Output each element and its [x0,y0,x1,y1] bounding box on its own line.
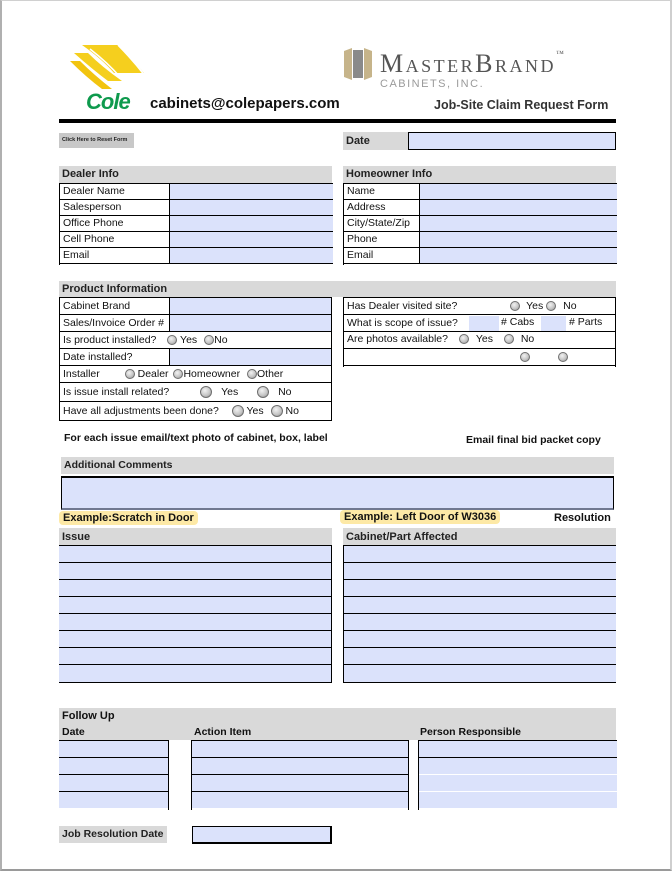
issue-input-4[interactable] [59,596,331,613]
dealer-row-cell-phone: Cell Phone [60,231,333,247]
date-installed-input[interactable] [169,349,331,365]
homeowner-row-address: Address [344,199,617,215]
install-related-no-radio[interactable] [257,386,269,398]
dealer-visited-row: Has Dealer visited site? Yes No [344,297,615,314]
follow-up-date-list [59,740,169,810]
homeowner-info-table [343,183,616,265]
issue-input-6[interactable] [59,630,331,647]
example-issue-highlight: Example:Scratch in Door [59,511,198,525]
contact-email[interactable]: cabinets@colepapers.com [150,95,340,112]
dealer-row-email: Email [60,247,333,264]
cell-phone-input[interactable] [169,232,333,247]
follow-up-action-3[interactable] [192,774,408,791]
follow-up-header: Follow Up Date Action Item Person Responsible [59,708,616,740]
issue-input-3[interactable] [59,579,331,596]
issue-input-5[interactable] [59,613,331,630]
issue-column-header: Issue [59,528,332,545]
job-resolution-date-label: Job Resolution Date [59,826,167,843]
dealer-info-header: Dealer Info [59,166,332,183]
part-input-4[interactable] [344,596,616,613]
part-input-3[interactable] [344,579,616,596]
city-state-zip-input[interactable] [419,216,617,231]
job-resolution-date-input[interactable] [192,826,332,844]
cole-wordmark: Cole [86,89,130,114]
follow-up-action-list [191,740,409,810]
install-related-yes-radio[interactable] [200,386,212,398]
adjustments-yes-radio[interactable] [232,405,244,417]
part-list [343,545,616,683]
issue-input-2[interactable] [59,562,331,579]
homeowner-info-header: Homeowner Info [343,166,616,183]
follow-up-person-list [418,740,616,810]
follow-up-action-2[interactable] [192,757,408,774]
installer-homeowner-radio[interactable] [173,369,183,379]
product-installed-row: Is product installed? Yes No [60,331,331,348]
extra-radio-2[interactable] [558,352,568,362]
installed-yes-radio[interactable] [167,335,177,345]
photos-no-radio[interactable] [504,334,514,344]
follow-up-action-1[interactable] [192,740,408,757]
part-input-5[interactable] [344,613,616,630]
follow-up-date-3[interactable] [59,774,168,791]
additional-comments-input[interactable] [61,476,614,510]
cole-logo [68,43,150,115]
issue-input-1[interactable] [59,545,331,562]
homeowner-row-name: Name [344,183,617,199]
extra-radio-1[interactable] [520,352,530,362]
homeowner-email-input[interactable] [419,248,617,263]
follow-up-person-4[interactable] [419,791,617,808]
adjustments-row: Have all adjustments been done? Yes No [60,401,331,421]
part-input-8[interactable] [344,664,616,683]
office-phone-input[interactable] [169,216,333,231]
installer-dealer-radio[interactable] [125,369,135,379]
date-installed-row: Date installed? [60,348,331,365]
product-info-header: Product Information [59,281,616,297]
dealer-row-salesperson: Salesperson [60,199,333,215]
installed-no-radio[interactable] [204,335,214,345]
adjustments-no-radio[interactable] [271,405,283,417]
example-part-highlight: Example: Left Door of W3036 [340,510,500,524]
follow-up-date-2[interactable] [59,757,168,774]
issue-input-7[interactable] [59,647,331,664]
form-title: Job-Site Claim Request Form [434,98,609,112]
cabs-count-input[interactable] [469,316,499,331]
dealer-name-input[interactable] [169,184,333,199]
installer-row: Installer Dealer Homeowner Other [60,365,331,382]
product-info-right-table [343,297,616,367]
dealer-row-name: Dealer Name [60,183,333,199]
follow-up-person-2[interactable] [419,757,617,774]
homeowner-phone-input[interactable] [419,232,617,247]
follow-up-action-4[interactable] [192,791,408,808]
homeowner-row-email: Email [344,247,617,264]
dealer-visited-yes-radio[interactable] [510,301,520,311]
extra-radio-row [344,348,615,366]
date-input[interactable] [408,132,616,150]
order-number-input[interactable] [169,315,331,331]
dealer-row-office-phone: Office Phone [60,215,333,231]
dealer-info-table [59,183,332,265]
photo-note: For each issue email/text photo of cabinet, box, label [64,432,328,444]
homeowner-name-input[interactable] [419,184,617,199]
follow-up-person-1[interactable] [419,740,617,757]
homeowner-row-phone: Phone [344,231,617,247]
reset-form-button[interactable]: Click Here to Reset Form [59,133,134,148]
part-input-7[interactable] [344,647,616,664]
photos-row: Are photos available? Yes No [344,331,615,348]
bid-packet-note: Email final bid packet copy [466,434,601,446]
installer-other-radio[interactable] [247,369,257,379]
homeowner-row-city: City/State/Zip [344,215,617,231]
install-related-row: Is issue install related? Yes No [60,382,331,401]
follow-up-date-1[interactable] [59,740,168,757]
parts-count-input[interactable] [541,316,566,331]
salesperson-input[interactable] [169,200,333,215]
issue-input-8[interactable] [59,664,331,683]
issue-list [59,545,332,683]
scope-row: What is scope of issue? # Cabs # Parts [344,314,615,331]
follow-up-person-3[interactable] [419,774,617,791]
resolution-label: Resolution [554,512,611,524]
address-input[interactable] [419,200,617,215]
cabinet-brand-input[interactable] [169,298,331,314]
photos-yes-radio[interactable] [459,334,469,344]
follow-up-date-4[interactable] [59,791,168,808]
product-info-left-table [59,297,332,421]
part-input-6[interactable] [344,630,616,647]
cabinet-door-icon [342,47,374,81]
additional-comments-header: Additional Comments [61,457,614,474]
masterbrand-subtitle: CABINETS, INC. [380,78,485,90]
order-number-row: Sales/Invoice Order # [60,314,331,331]
masterbrand-wordmark: MasterBrand™ [380,49,564,78]
cole-wave-icon [68,43,150,93]
header-divider [59,119,616,123]
masterbrand-logo [340,45,620,95]
dealer-email-input[interactable] [169,248,333,263]
date-label: Date [343,132,408,150]
dealer-visited-no-radio[interactable] [546,301,556,311]
part-column-header: Cabinet/Part Affected [343,528,616,545]
cabinet-brand-row: Cabinet Brand [60,297,331,314]
part-input-1[interactable] [344,545,616,562]
part-input-2[interactable] [344,562,616,579]
